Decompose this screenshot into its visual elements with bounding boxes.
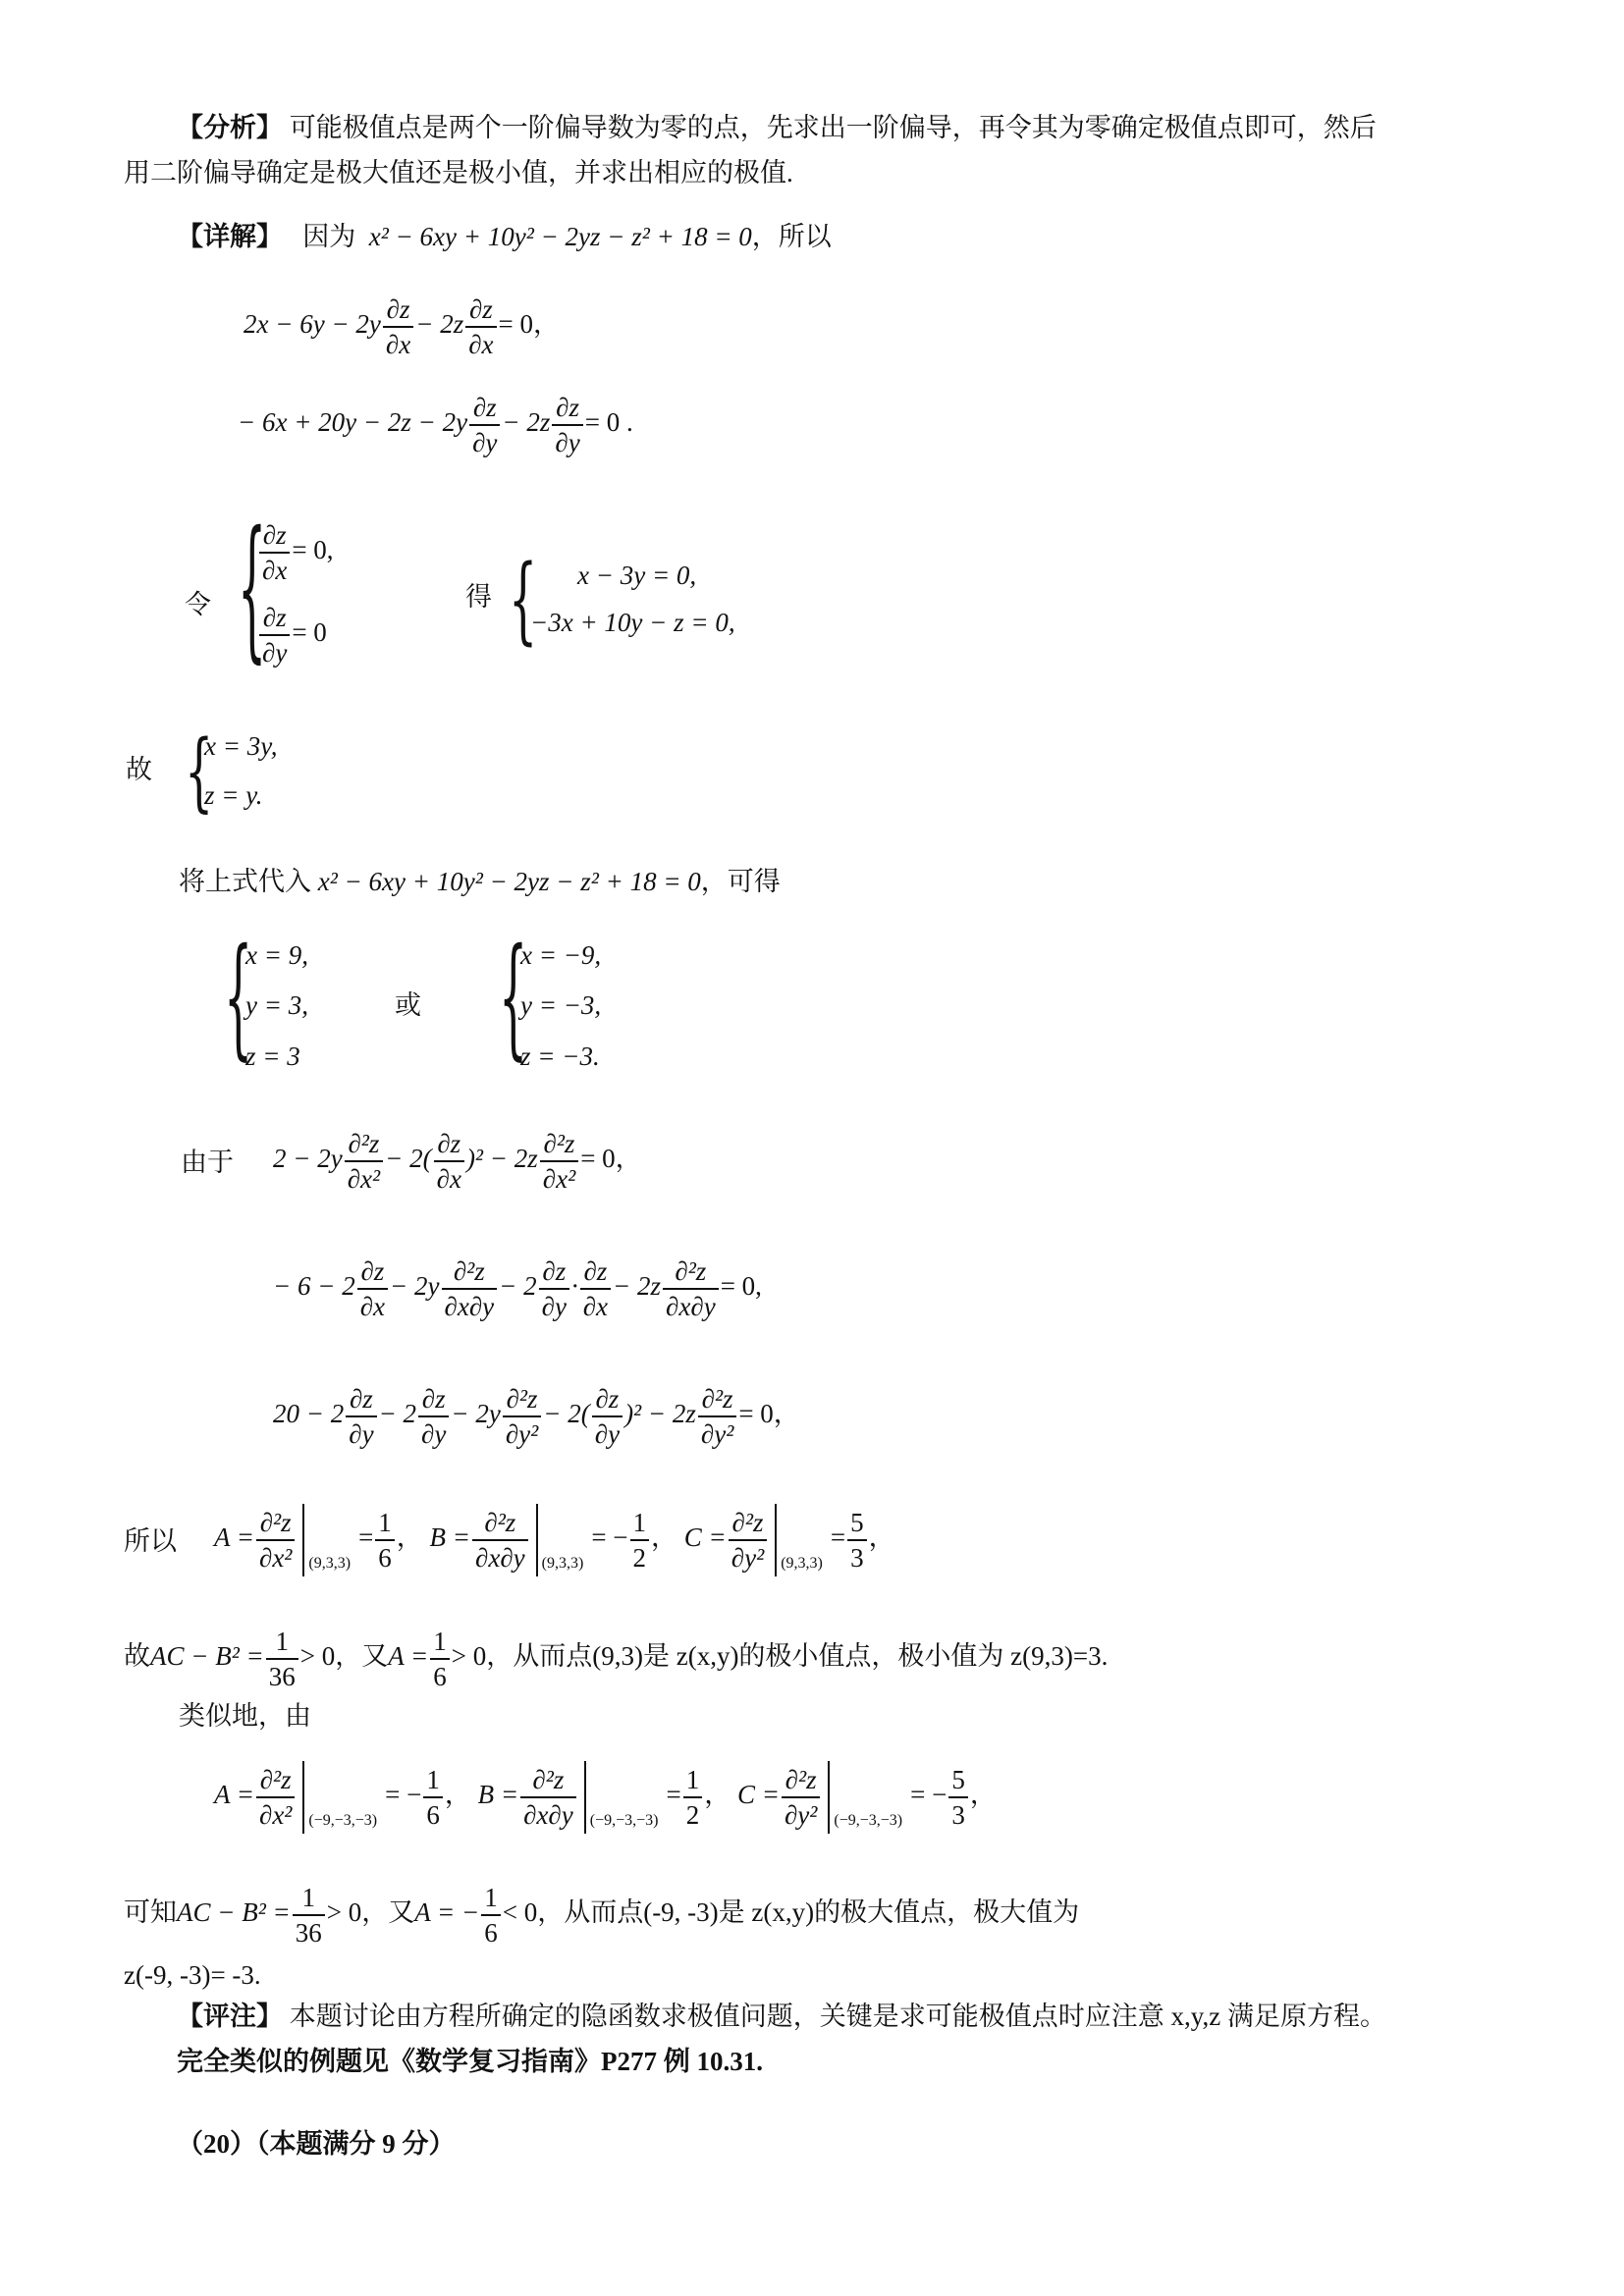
conclusion-min-prefix: 故 <box>124 1641 150 1672</box>
analysis-tag: 【分析】 <box>177 113 283 142</box>
analysis-text-1: 可能极值点是两个一阶偏导数为零的点，先求出一阶偏导，再令其为零确定极值点即可，然后 <box>289 113 1377 142</box>
conclusion-max-line: 可知AC − B² = $\frac{1}{36}$ > 0，又A = − $\frac{1}{6}$ < 0，从而点(-9, -3)是 z(x,y)的极大值点，极大值为 <box>124 1883 1080 1948</box>
solution1-y: y = 3, <box>245 990 308 1020</box>
eval-point: (−9,−3,−3) <box>834 1812 903 1830</box>
conclusion-min-line: 故AC − B² = $\frac{1}{36}$ > 0，又A = $\frac{1}{6}$ > 0，从而点(9,3)是 z(x,y)的极小值点，极小值为 z(9,3)=3. <box>124 1627 1109 1691</box>
comment-tag: 【评注】 <box>177 2002 283 2031</box>
substitute-tail: ，可得 <box>700 867 781 896</box>
eval-point: (−9,−3,−3) <box>308 1812 378 1830</box>
left-brace-icon: { <box>238 497 267 677</box>
analysis-line-2: 用二阶偏导确定是极大值还是极小值，并求出相应的极值. <box>124 158 793 187</box>
solution-tag: 【详解】 <box>177 222 283 251</box>
next-problem-heading: （20）（本题满分 9 分） <box>177 2129 456 2159</box>
second-derivative-xy-equation: − 6 − 2 $\frac{\partial z}{\partial x}$ − 2y $\frac{\text{∂²z}}{\partial x\partial y}$ − 2 $\frac{\partial z}{\partial y}$ · $\frac{\partial z}{\partial x}$ − 2z $\frac{\text{∂²z}}{\partial x\partial y}$ = 0, <box>273 1256 762 1321</box>
let-label: 令 <box>185 590 211 619</box>
therefore-eq-2: z = y. <box>204 780 263 810</box>
left-brace-icon: { <box>185 721 214 822</box>
condition-dzdx: $\frac{\partial z}{\partial x}$ = 0, <box>257 518 334 587</box>
so-label: 所以 <box>124 1526 177 1556</box>
get-label: 得 <box>465 582 492 612</box>
main-equation: x² − 6xy + 10y² − 2yz − z² + 18 = 0 <box>368 222 752 251</box>
conclusion-min-mid: ，又 <box>335 1641 389 1672</box>
solution-so: ，所以 <box>751 222 832 251</box>
conclusion-max-line-2: z(-9, -3)= -3. <box>124 1960 261 1990</box>
conclusion-max-prefix: 可知 <box>124 1897 177 1928</box>
or-label: 或 <box>395 990 421 1020</box>
conclusion-min-tail: ，从而点(9,3)是 z(x,y)的极小值点，极小值为 z(9,3)=3. <box>486 1641 1109 1672</box>
second-derivative-yy-equation: 20 − 2 $\frac{\partial z}{\partial y}$ − 2 $\frac{\partial z}{\partial y}$ − 2y $\frac{\text{∂²z}}{\text{∂y²}}$ − 2( $\frac{\partial z}{\partial y}$ )² − 2z $\frac{\text{∂²z}}{\text{∂y²}}$ = 0， <box>273 1384 800 1449</box>
solution2-y: y = −3, <box>520 990 602 1020</box>
similarly-line: 类似地，由 <box>179 1701 311 1731</box>
condition-dzdy: $\frac{\partial z}{\partial y}$ = 0 <box>257 601 327 669</box>
result-eq-2: −3x + 10y − z = 0, <box>530 608 735 637</box>
left-brace-icon: { <box>224 919 253 1073</box>
reference-line: 完全类似的例题见《数学复习指南》P277 例 10.31. <box>177 2047 763 2076</box>
solution2-x: x = −9, <box>520 940 602 970</box>
solution-intro <box>177 219 832 254</box>
left-brace-icon: { <box>499 919 528 1073</box>
since-label: 由于 <box>181 1148 234 1177</box>
second-derivative-xx-equation: 2 − 2y $\frac{\text{∂²z}}{\text{∂x²}}$ − 2( $\frac{\partial z}{\partial x}$ )² − 2z $\frac{\text{∂²z}}{\text{∂x²}}$ = 0， <box>273 1129 642 1194</box>
solution2-z: z = −3. <box>520 1041 600 1071</box>
substitute-text: 将上式代入 <box>179 867 311 896</box>
abc-values-max: A = $\frac{\text{∂²z}}{\text{∂x²}}$ $_{(-9,-3,-3)}$= − $\frac{1}{6}$ ， B = $\frac{\text{∂²z}}{\partial x\partial y}$ $_{(-9,-3,-3)}$= $\frac{1}{2}$ ， C = $\frac{\text{∂²z}}{\text{∂y²}}$ $_{(-9,-3,-3)}$= − $\frac{5}{3}$ ， <box>214 1761 997 1839</box>
abc-values-min: A = $\frac{\text{∂²z}}{\text{∂x²}}$ $_{(9,3,3)}$= $\frac{1}{6}$ ， B = $\frac{\text{∂²z}}{\partial x\partial y}$ $_{(9,3,3)}$= − $\frac{1}{2}$ ， C = $\frac{\text{∂²z}}{\text{∂y²}}$ $_{(9,3,3)}$= $\frac{5}{3}$ ， <box>214 1504 895 1581</box>
solution1-z: z = 3 <box>245 1041 300 1071</box>
eval-point: (9,3,3) <box>308 1555 352 1573</box>
comment-line <box>177 1999 1386 2034</box>
first-derivative-x-equation: 2x − 6y − 2y $\frac{\partial z}{\partial x}$ − 2z $\frac{\partial z}{\partial x}$ = 0， <box>244 294 561 359</box>
eval-point: (9,3,3) <box>781 1555 823 1573</box>
therefore-eq-1: x = 3y, <box>204 731 278 761</box>
left-brace-icon: { <box>509 543 538 655</box>
conclusion-max-mid: ，又 <box>361 1897 415 1928</box>
comment-text: 本题讨论由方程所确定的隐函数求极值问题，关键是求可能极值点时应注意 x,y,z 满足原方程。 <box>289 2002 1386 2031</box>
solution1-x: x = 9, <box>245 940 308 970</box>
substitute-line <box>179 864 781 899</box>
result-eq-1: x − 3y = 0, <box>577 561 697 590</box>
eval-point: (9,3,3) <box>541 1555 584 1573</box>
substitute-equation: x² − 6xy + 10y² − 2yz − z² + 18 = 0 <box>317 867 701 896</box>
therefore-label: 故 <box>126 755 152 784</box>
eval-point: (−9,−3,−3) <box>589 1812 659 1830</box>
solution-because: 因为 <box>302 222 356 251</box>
conclusion-max-tail: ，从而点(-9, -3)是 z(x,y)的极大值点，极大值为 <box>537 1897 1080 1928</box>
first-derivative-y-equation: − 6x + 20y − 2z − 2y $\frac{\partial z}{\partial y}$ − 2z $\frac{\partial z}{\partial y}$ = 0 . <box>238 393 633 457</box>
analysis-line-1 <box>177 110 1377 145</box>
